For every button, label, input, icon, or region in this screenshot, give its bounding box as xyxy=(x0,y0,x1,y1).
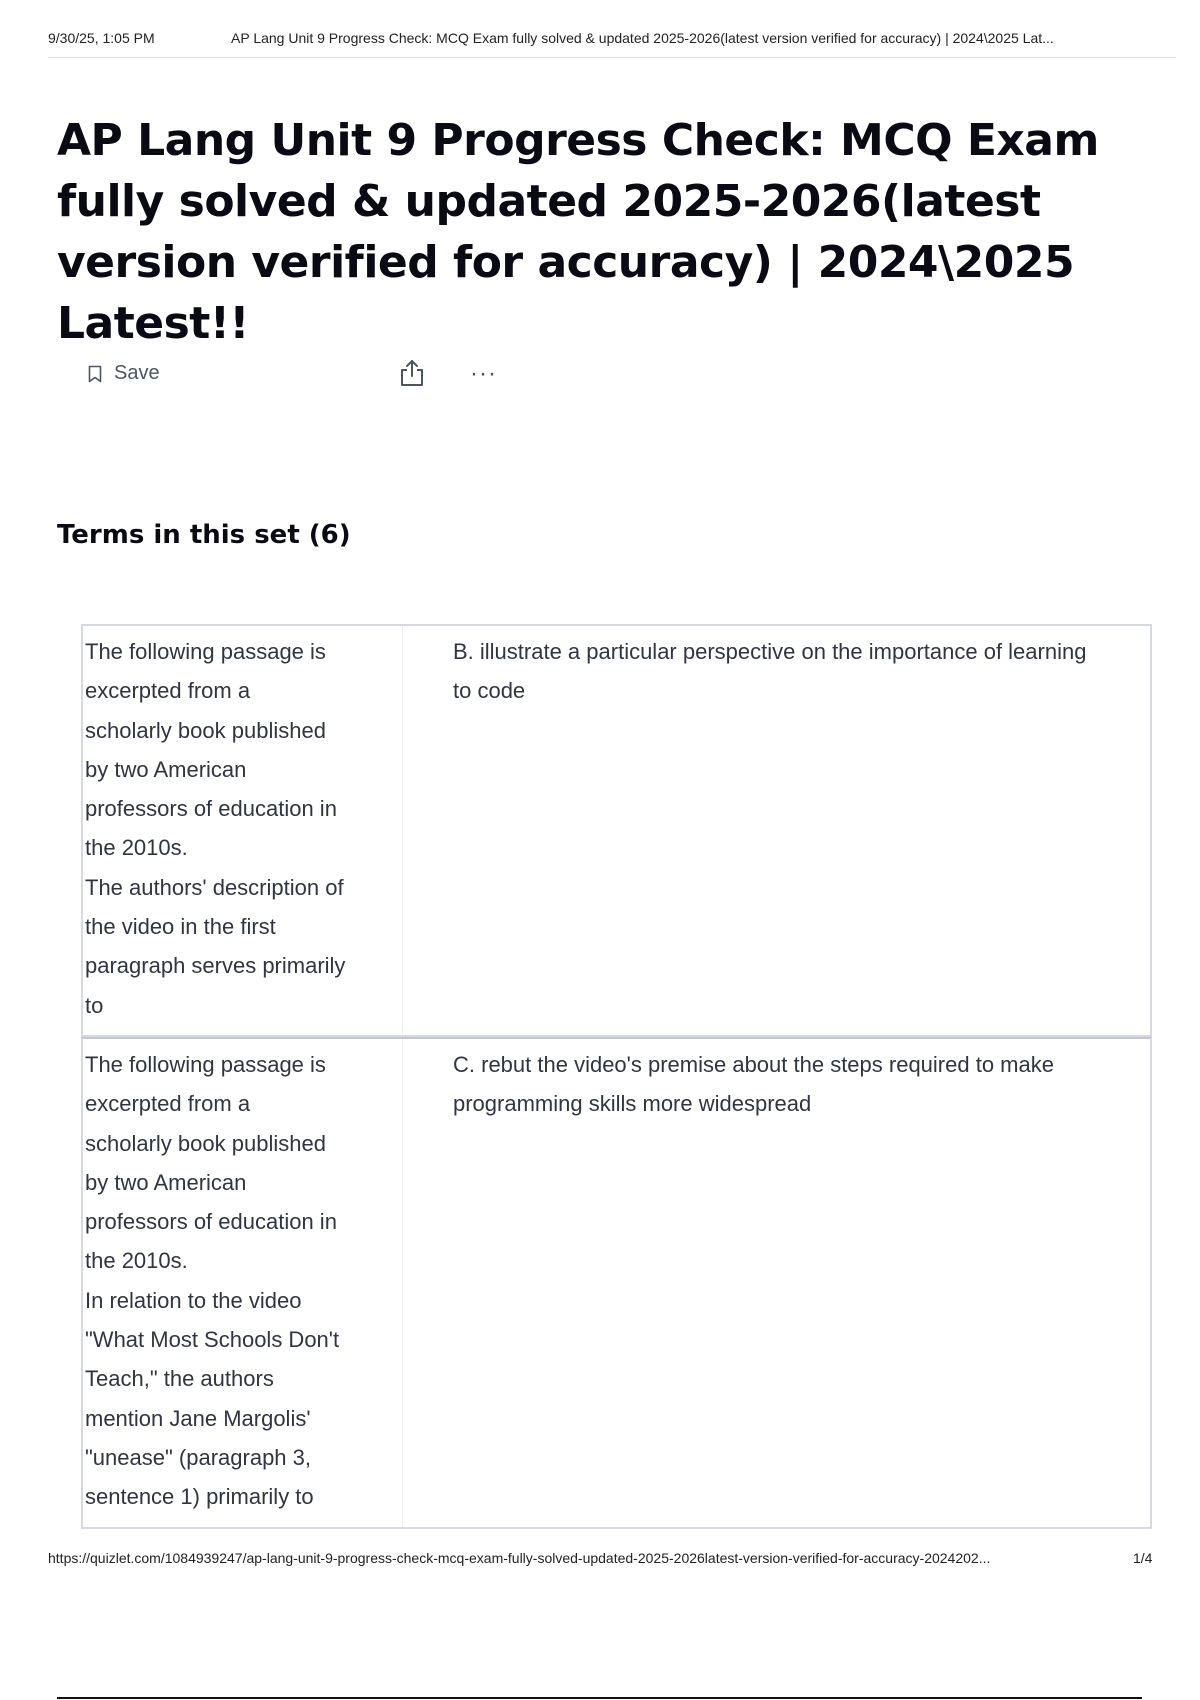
terms-heading: Terms in this set (6) xyxy=(57,520,351,550)
header-divider xyxy=(48,57,1176,58)
share-icon xyxy=(399,359,425,387)
more-options-button[interactable]: ··· xyxy=(470,360,497,387)
save-button[interactable] xyxy=(88,362,160,385)
definition-text: B. illustrate a particular perspective on the importance of learning to code xyxy=(453,639,1087,704)
bottom-divider xyxy=(57,1697,1142,1699)
term-row xyxy=(81,1037,1152,1529)
print-footer xyxy=(48,1550,1176,1566)
print-page-title: AP Lang Unit 9 Progress Check: MCQ Exam fully solved & updated 2025-2026(latest version verified for accuracy) | 2024\2025 Lat... xyxy=(231,30,1054,46)
share-button[interactable] xyxy=(399,359,425,392)
page-title: AP Lang Unit 9 Progress Check: MCQ Exam fully solved & updated 2025-2026(latest version verified for accuracy) | 2024\2025 Latest!! xyxy=(57,115,1099,349)
terms-list xyxy=(81,624,1152,1529)
page-number: 1/4 xyxy=(1133,1550,1153,1566)
term-row xyxy=(81,624,1152,1037)
term-text: The following passage is excerpted from a scholarly book published by two American professors of education in the 2010s. The authors' description of the video in the first paragraph serves primarily to xyxy=(83,626,403,1035)
bookmark-icon xyxy=(88,365,102,383)
print-header xyxy=(48,30,1176,46)
save-button-label: Save xyxy=(114,362,160,384)
term-text: The following passage is excerpted from a scholarly book published by two American professors of education in the 2010s. In relation to the video "What Most Schools Don't Teach," the authors mention Jane Margolis' "unease" (paragraph 3, sentence 1) primarily to xyxy=(83,1039,403,1527)
page-url: https://quizlet.com/1084939247/ap-lang-unit-9-progress-check-mcq-exam-fully-solved-updated-2025-2026latest-version-verified-for-accuracy-2024202... xyxy=(48,1550,991,1566)
definition-text: C. rebut the video's premise about the steps required to make programming skills more widespread xyxy=(453,1051,1054,1117)
print-datetime: 9/30/25, 1:05 PM xyxy=(48,30,155,46)
